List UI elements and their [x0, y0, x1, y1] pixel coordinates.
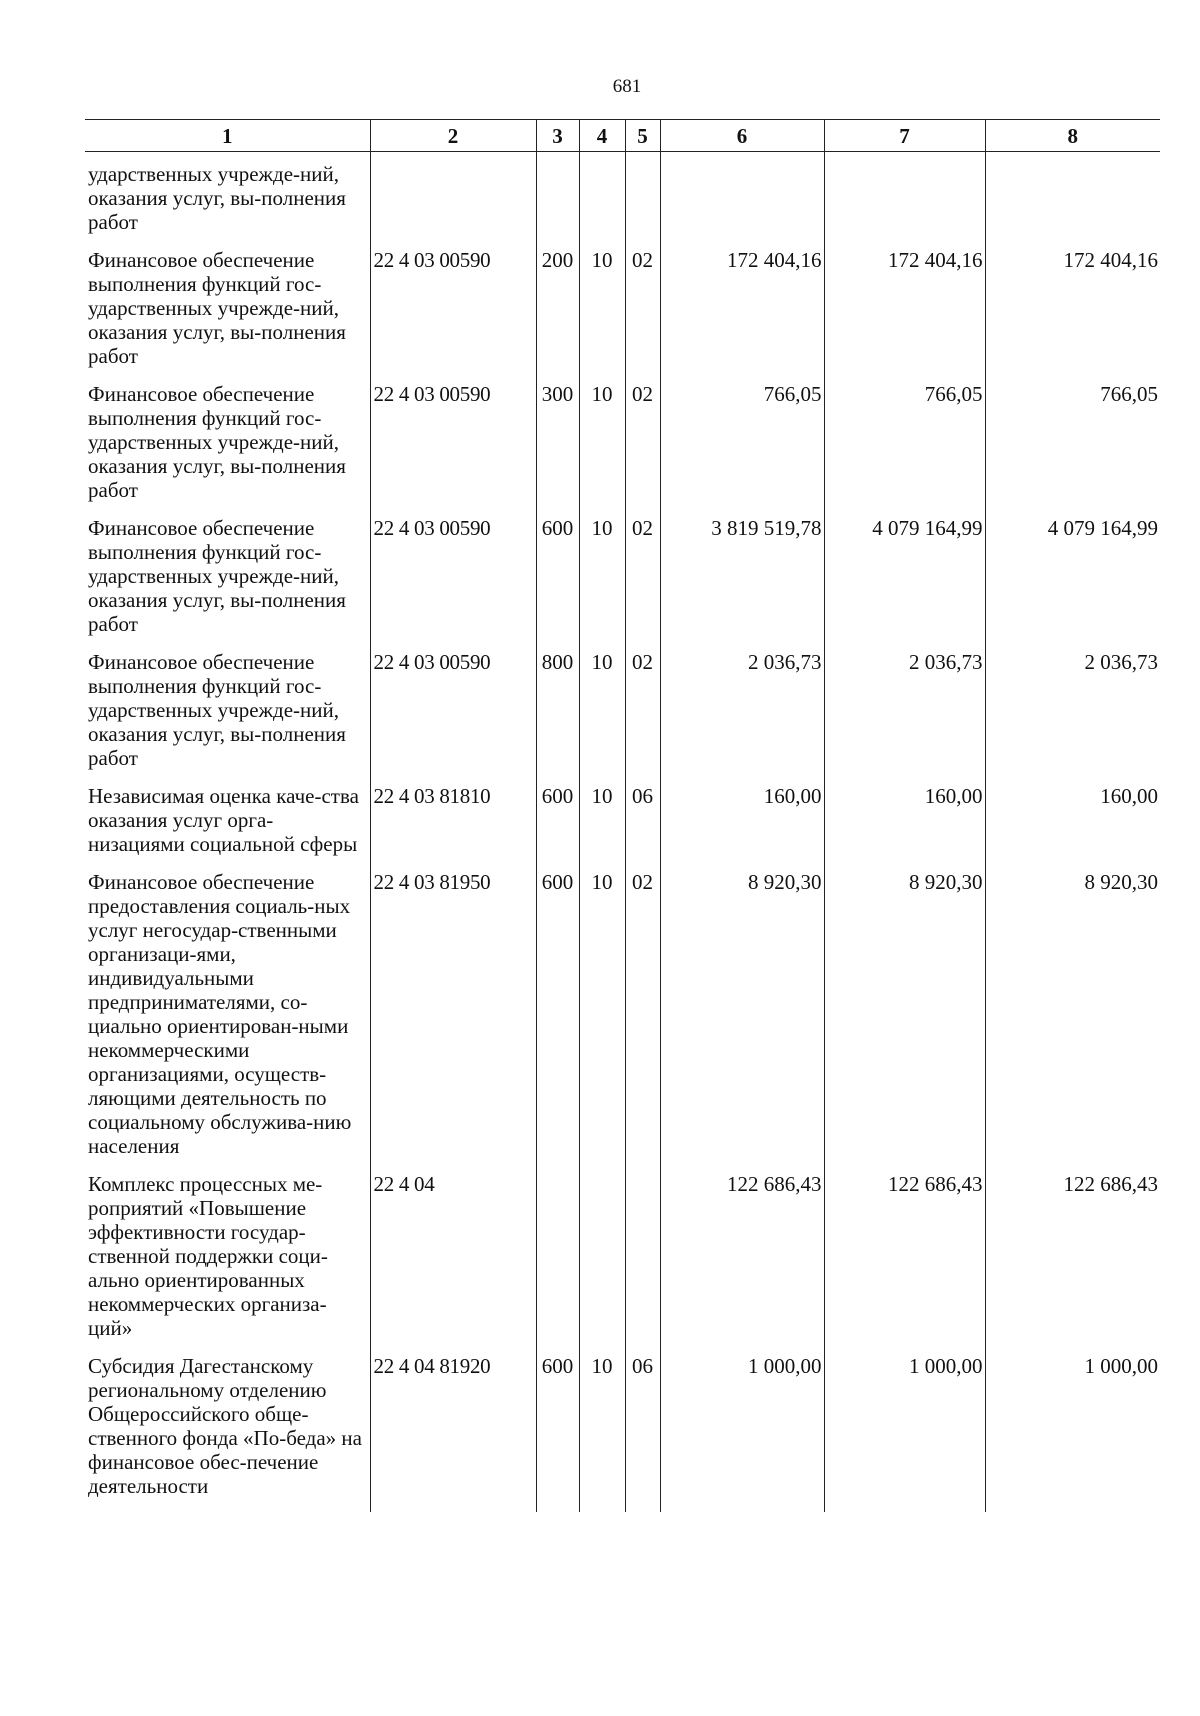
- expense-type-cell: 600: [536, 784, 579, 870]
- target-code-cell: 22 4 03 81950: [370, 870, 536, 1172]
- subsection-cell: 06: [625, 1354, 660, 1512]
- row-name-cell: Субсидия Дагестанскому региональному отделению Общероссийского обще-ственного фонда «По-беда» на финансовое обес-печение деятельности: [88, 1354, 362, 1498]
- amount-year3-cell: 2 036,73: [985, 650, 1160, 784]
- expense-type-cell: 200: [536, 248, 579, 382]
- subsection-cell: 06: [625, 784, 660, 870]
- row-name-cell: Финансовое обеспечение выполнения функций гос-ударственных учрежде-ний, оказания услуг, вы-полнения работ: [88, 248, 346, 368]
- expense-type-cell: 600: [536, 1354, 579, 1512]
- column-header: 2: [370, 120, 536, 152]
- amount-year3-cell: 160,00: [985, 784, 1160, 870]
- subsection-cell: 02: [625, 516, 660, 650]
- section-cell: 10: [579, 1354, 625, 1512]
- amount-year2-cell: 4 079 164,99: [824, 516, 985, 650]
- amount-year3-cell: 4 079 164,99: [985, 516, 1160, 650]
- row-name-cell: Независимая оценка каче-ства оказания услуг орга-низациями социальной сферы: [88, 784, 359, 856]
- target-code-cell: 22 4 04 81920: [370, 1354, 536, 1512]
- amount-year1-cell: 122 686,43: [660, 1172, 824, 1354]
- row-name-cell: Финансовое обеспечение выполнения функций гос-ударственных учрежде-ний, оказания услуг, вы-полнения работ: [88, 382, 346, 502]
- row-name-cell: Финансовое обеспечение выполнения функций гос-ударственных учрежде-ний, оказания услуг, вы-полнения работ: [88, 650, 346, 770]
- budget-table: [85, 119, 1160, 1512]
- section-cell: 10: [579, 382, 625, 516]
- table-row: [85, 382, 1160, 516]
- amount-year3-cell: 766,05: [985, 382, 1160, 516]
- amount-year1-cell: 160,00: [660, 784, 824, 870]
- subsection-cell: [625, 1172, 660, 1354]
- expense-type-cell: 600: [536, 870, 579, 1172]
- target-code-cell: 22 4 03 00590: [370, 650, 536, 784]
- amount-year3-cell: [985, 152, 1160, 249]
- page-number: 681: [612, 76, 642, 97]
- subsection-cell: 02: [625, 650, 660, 784]
- amount-year1-cell: [660, 152, 824, 249]
- table-row: [85, 784, 1160, 870]
- column-header: 6: [660, 120, 824, 152]
- row-name-cell: Комплекс процессных ме-роприятий «Повышение эффективности государ-ственной поддержки соци-ально ориентированных некоммерческих организа-ций»: [88, 1172, 328, 1340]
- section-cell: [579, 152, 625, 249]
- row-name-cell: Финансовое обеспечение выполнения функций гос-ударственных учрежде-ний, оказания услуг, вы-полнения работ: [88, 516, 346, 636]
- subsection-cell: 02: [625, 870, 660, 1172]
- subsection-cell: 02: [625, 248, 660, 382]
- expense-type-cell: 300: [536, 382, 579, 516]
- expense-type-cell: 600: [536, 516, 579, 650]
- row-name-cell: Финансовое обеспечение предоставления социаль-ных услуг негосудар-ственными организаци-ями, индивидуальными предпринимателями, со-циально ориентирован-ными некоммерческими организациями, осуществ-ляющими деятельность по социальному обслужива-нию населения: [88, 870, 352, 1158]
- section-cell: 10: [579, 650, 625, 784]
- table-row: [85, 152, 1160, 249]
- amount-year3-cell: 172 404,16: [985, 248, 1160, 382]
- section-cell: 10: [579, 870, 625, 1172]
- column-header: 3: [536, 120, 579, 152]
- section-cell: [579, 1172, 625, 1354]
- column-header: 4: [579, 120, 625, 152]
- expense-type-cell: [536, 1172, 579, 1354]
- amount-year2-cell: 2 036,73: [824, 650, 985, 784]
- table-body: [85, 152, 1160, 1513]
- expense-type-cell: 800: [536, 650, 579, 784]
- target-code-cell: 22 4 03 00590: [370, 248, 536, 382]
- amount-year1-cell: 172 404,16: [660, 248, 824, 382]
- amount-year2-cell: [824, 152, 985, 249]
- target-code-cell: 22 4 04: [370, 1172, 536, 1354]
- amount-year1-cell: 3 819 519,78: [660, 516, 824, 650]
- subsection-cell: 02: [625, 382, 660, 516]
- table-row: [85, 516, 1160, 650]
- amount-year3-cell: 8 920,30: [985, 870, 1160, 1172]
- amount-year2-cell: 172 404,16: [824, 248, 985, 382]
- amount-year2-cell: 766,05: [824, 382, 985, 516]
- row-name-cell: ударственных учрежде-ний, оказания услуг, вы-полнения работ: [88, 162, 346, 234]
- table-row: [85, 870, 1160, 1172]
- amount-year2-cell: 122 686,43: [824, 1172, 985, 1354]
- target-code-cell: 22 4 03 81810: [370, 784, 536, 870]
- section-cell: 10: [579, 248, 625, 382]
- amount-year1-cell: 2 036,73: [660, 650, 824, 784]
- table-row: [85, 248, 1160, 382]
- subsection-cell: [625, 152, 660, 249]
- amount-year2-cell: 8 920,30: [824, 870, 985, 1172]
- amount-year2-cell: 160,00: [824, 784, 985, 870]
- column-header: 5: [625, 120, 660, 152]
- table-row: [85, 1354, 1160, 1512]
- section-cell: 10: [579, 516, 625, 650]
- expense-type-cell: [536, 152, 579, 249]
- amount-year3-cell: 122 686,43: [985, 1172, 1160, 1354]
- column-header: 8: [985, 120, 1160, 152]
- amount-year1-cell: 766,05: [660, 382, 824, 516]
- target-code-cell: 22 4 03 00590: [370, 516, 536, 650]
- amount-year1-cell: 8 920,30: [660, 870, 824, 1172]
- amount-year2-cell: 1 000,00: [824, 1354, 985, 1512]
- amount-year3-cell: 1 000,00: [985, 1354, 1160, 1512]
- target-code-cell: [370, 152, 536, 249]
- target-code-cell: 22 4 03 00590: [370, 382, 536, 516]
- column-header: 7: [824, 120, 985, 152]
- amount-year1-cell: 1 000,00: [660, 1354, 824, 1512]
- header-row: [85, 120, 1160, 152]
- section-cell: 10: [579, 784, 625, 870]
- column-header: 1: [85, 120, 370, 152]
- table-row: [85, 1172, 1160, 1354]
- table-row: [85, 650, 1160, 784]
